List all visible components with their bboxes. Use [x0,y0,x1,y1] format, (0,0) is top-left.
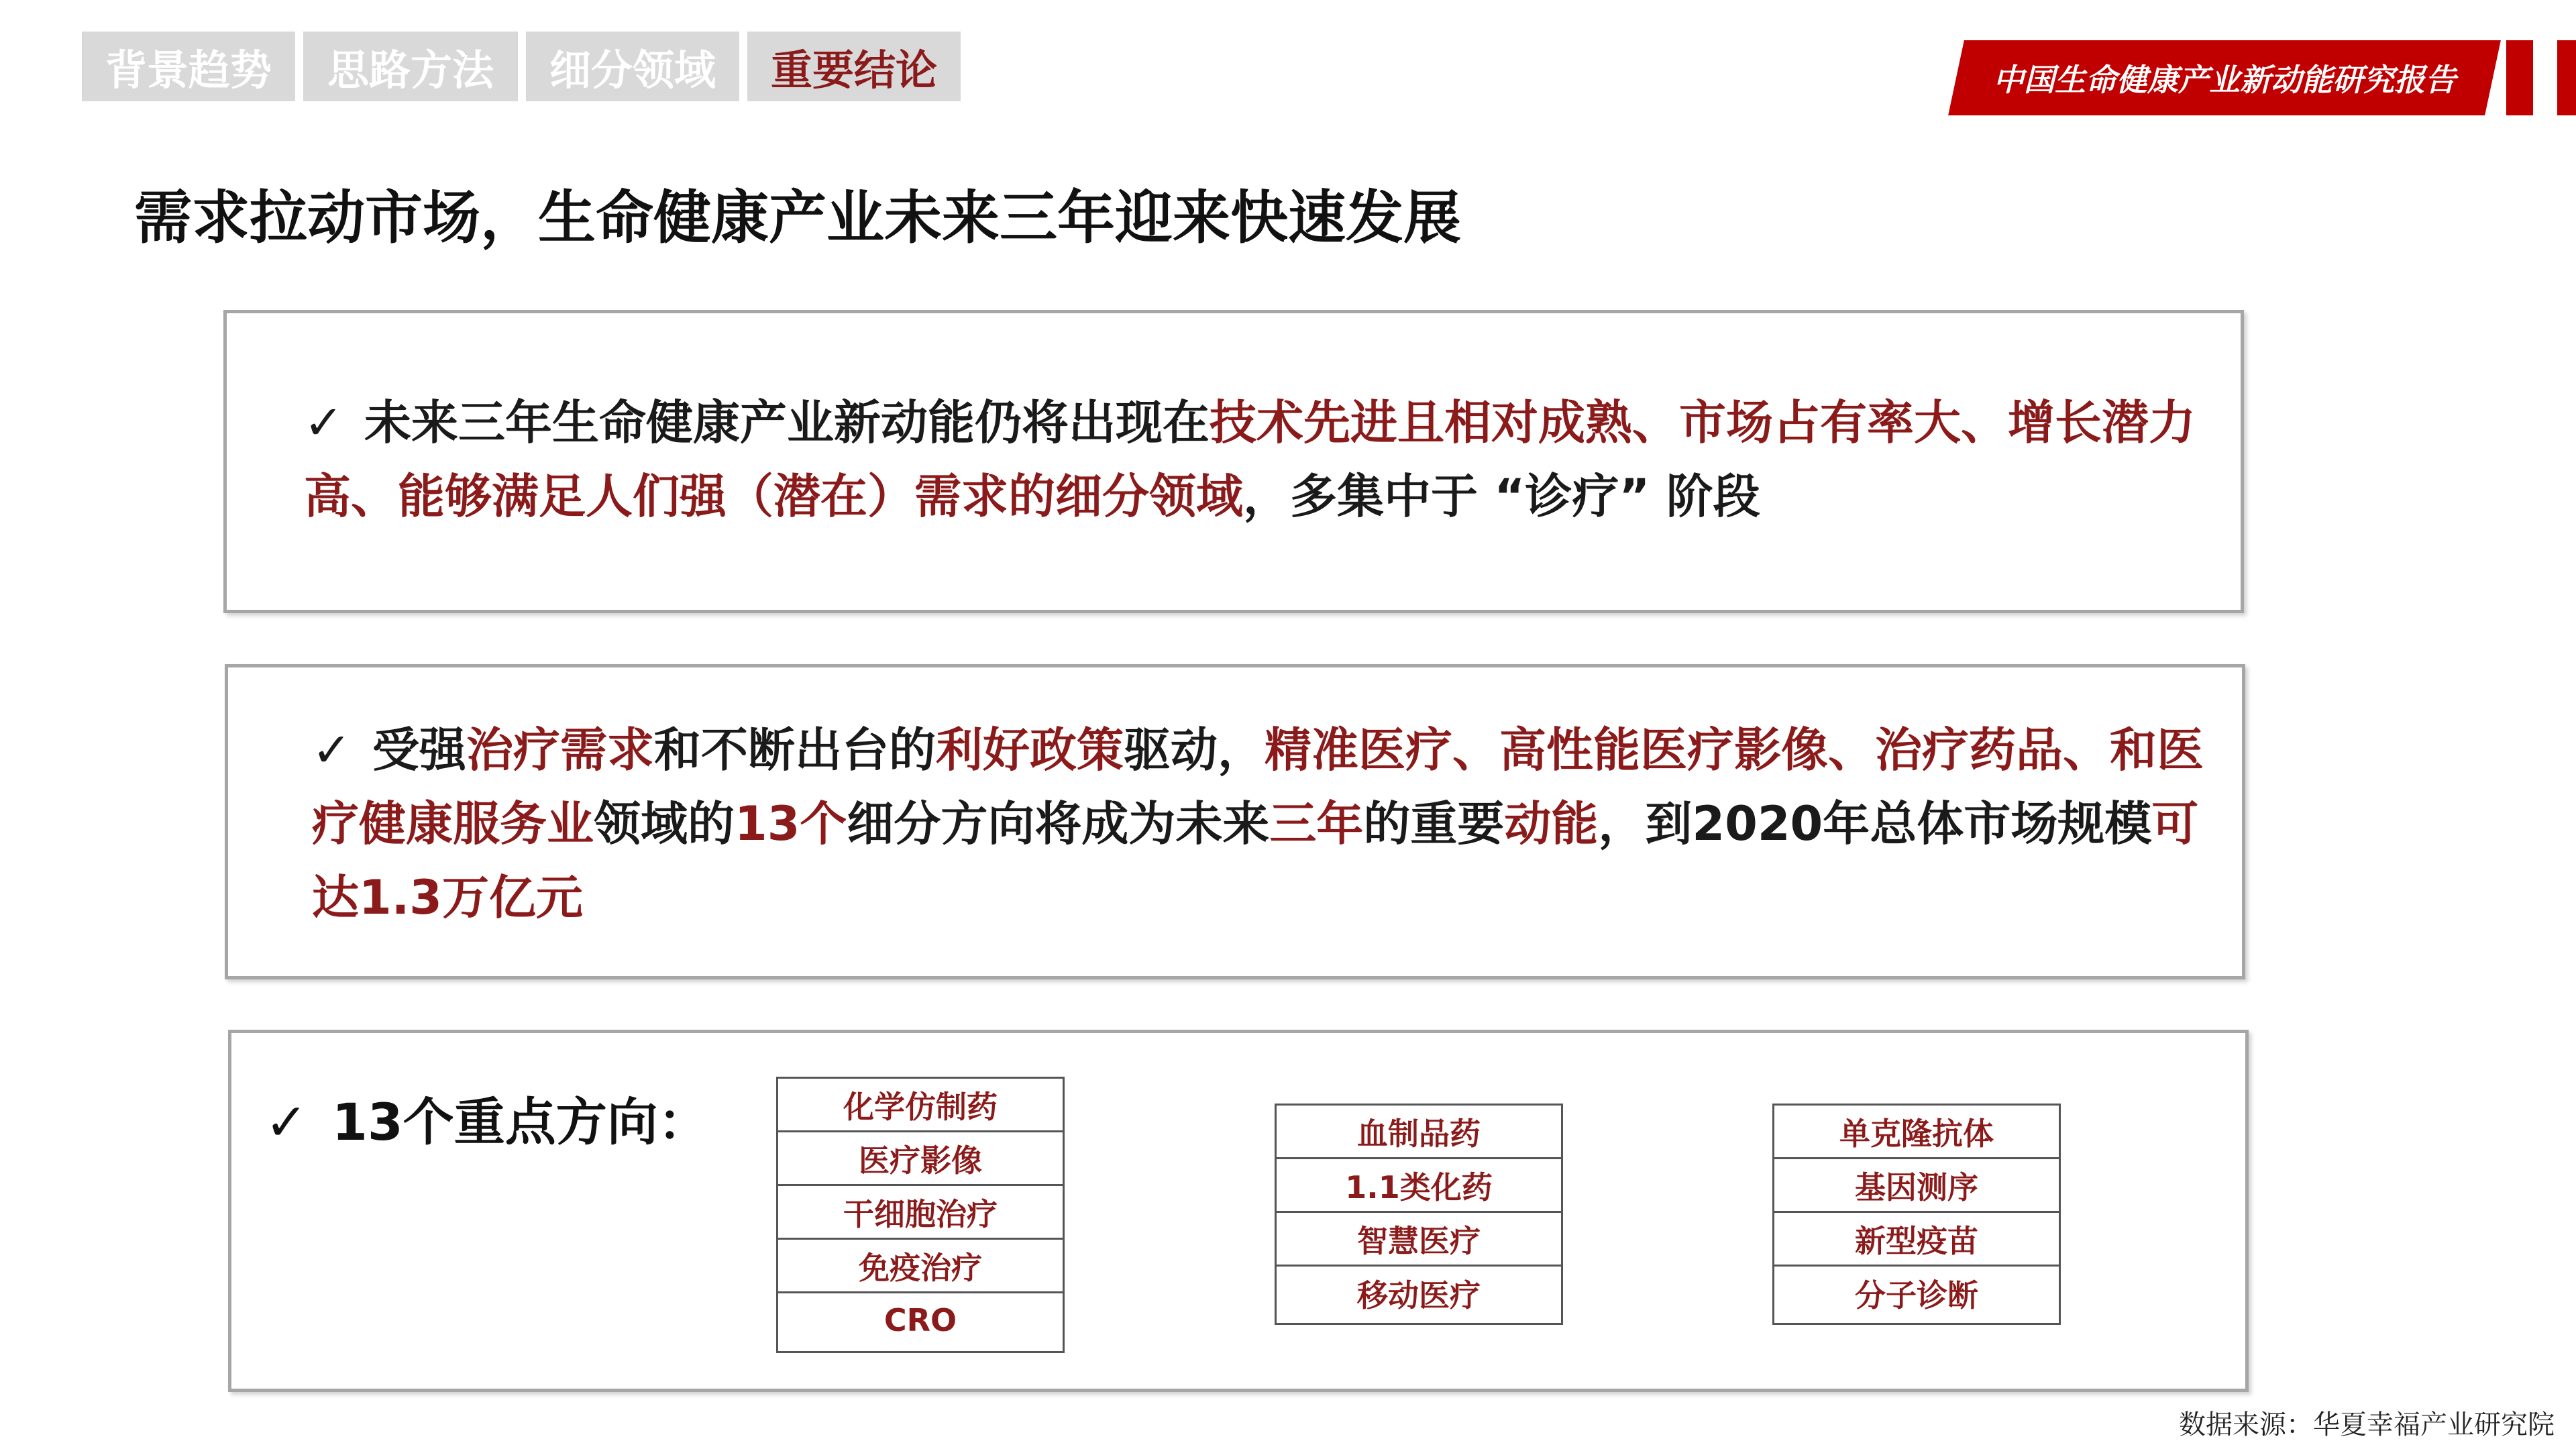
highlight-segment: 精准医疗、高性能医疗影像、治疗药品、和医疗健康服务业 [312,722,2204,851]
highlight-segment: 动能 [1504,796,1599,851]
key-directions-card [228,1030,2249,1392]
bullet-text [304,386,2216,533]
tab-segments[interactable]: 细分领域 [526,32,739,101]
list-item: 1.1类化药 [1277,1159,1561,1213]
section-nav [82,32,961,101]
direction-list-1 [776,1077,1065,1353]
direction-list-2 [1275,1104,1563,1325]
checkmark-icon: ✓ [265,1092,308,1152]
list-item: CRO [883,1302,957,1338]
list-item: 移动医疗 [1357,1277,1481,1313]
directions-title [265,1081,709,1155]
direction-list-3 [1772,1104,2061,1325]
list-item: 化学仿制药 [778,1079,1063,1132]
list-item: 免疫治疗 [778,1240,1063,1293]
highlight-segment: 技术先进且相对成熟、市场占有率大、增长潜力高、能够满足人们强（潜在）需求的细分领域 [304,395,2196,524]
text-segment: 受强 [372,722,466,777]
list-item: 干细胞治疗 [778,1186,1063,1240]
page-title: 需求拉动市场，生命健康产业未来三年迎来快速发展 [134,184,1461,252]
highlight-segment: 治疗需求 [466,722,654,777]
tab-background-trends[interactable]: 背景趋势 [82,32,295,101]
text-segment: 未来三年生命健康产业新动能仍将出现在 [364,395,1210,450]
list-item: 单克隆抗体 [1774,1106,2059,1159]
highlight-segment: 三年 [1269,796,1364,851]
list-item: 分子诊断 [1855,1277,1978,1313]
report-title: 中国生命健康产业新动能研究报告 [1993,62,2456,98]
text-segment: 和不断出台的 [654,722,936,777]
bullet-text [312,713,2224,934]
list-item: 基因测序 [1774,1159,2059,1213]
decorative-bar [2557,40,2576,115]
text-segment: ，多集中于 “诊疗” 阶段 [1243,469,1760,524]
highlight-segment: 利好政策 [936,722,1124,777]
text-segment: ，到2020年总体市场规模 [1598,796,2152,851]
text-segment: 领域的 [594,796,735,851]
highlight-segment: 可达1.3万亿元 [312,796,2199,925]
text-segment: 细分方向将成为未来 [847,796,1270,851]
list-item: 新型疫苗 [1774,1213,2059,1267]
list-item: 智慧医疗 [1277,1213,1561,1267]
report-title-badge [1948,40,2501,115]
directions-title-text: 13个重点方向： [332,1092,709,1152]
list-item: 血制品药 [1277,1106,1561,1159]
checkmark-icon: ✓ [304,395,343,450]
tab-key-conclusions[interactable]: 重要结论 [747,32,961,101]
text-segment: 驱动， [1124,722,1265,777]
conclusion-card-1 [223,310,2244,613]
tab-approach-methods[interactable]: 思路方法 [303,32,518,101]
conclusion-card-2 [225,664,2245,979]
data-source: 数据来源：华夏幸福产业研究院 [2179,1409,2555,1440]
text-segment: 的重要 [1363,796,1505,851]
checkmark-icon: ✓ [312,722,352,777]
highlight-segment: 13个 [735,796,847,851]
list-item: 医疗影像 [778,1132,1063,1186]
decorative-bar [2506,40,2533,115]
